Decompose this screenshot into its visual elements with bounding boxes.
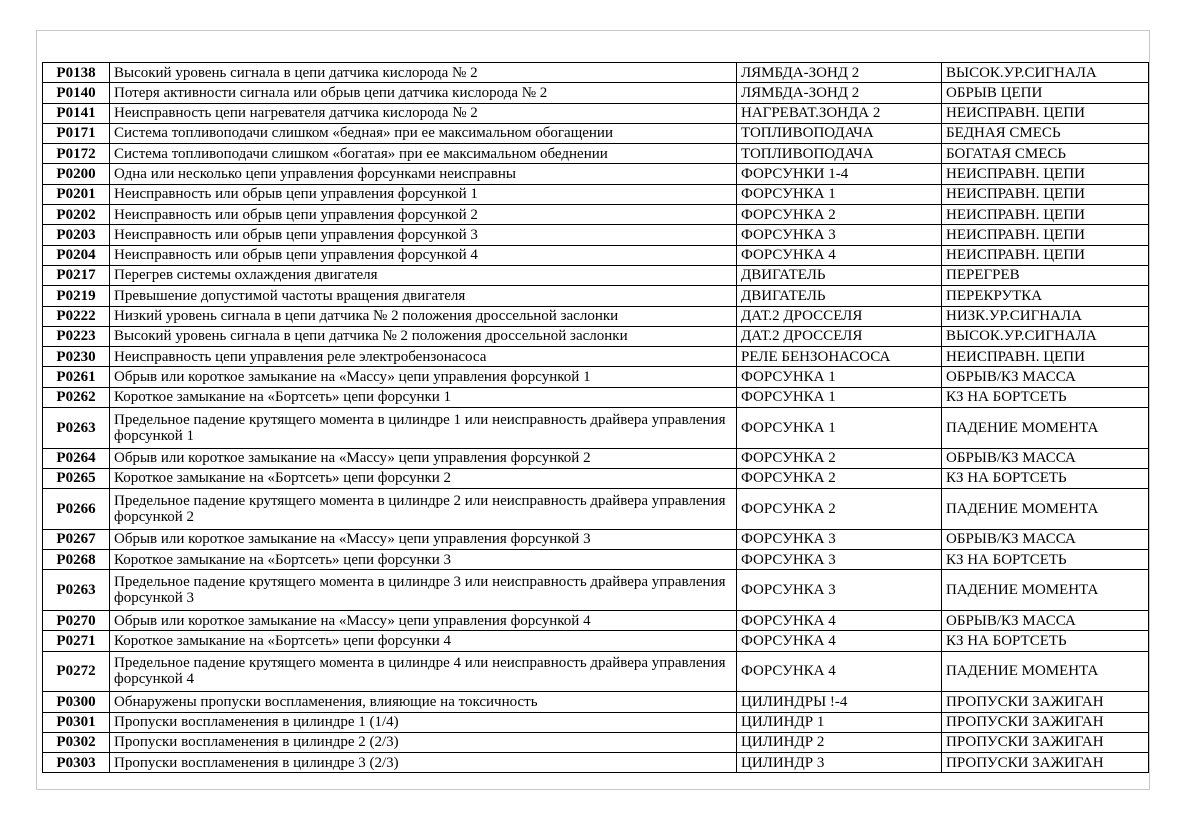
description-cell: Неисправность или обрыв цепи управления форсункой 1 [110,184,737,204]
description-cell: Короткое замыкание на «Бортсеть» цепи форсунки 2 [110,468,737,488]
component-cell: ЦИЛИНДР 1 [737,712,942,732]
description-cell: Неисправность или обрыв цепи управления форсункой 3 [110,225,737,245]
component-cell: РЕЛЕ БЕНЗОНАСОСА [737,347,942,367]
status-cell: НИЗК.УР.СИГНАЛА [942,306,1149,326]
component-cell: НАГРЕВАТ.ЗОНДА 2 [737,103,942,123]
code-cell: P0267 [43,529,110,549]
code-cell: P0219 [43,286,110,306]
component-cell: ТОПЛИВОПОДАЧА [737,123,942,143]
code-cell: P0263 [43,408,110,449]
status-cell: КЗ НА БОРТСЕТЬ [942,387,1149,407]
table-row [43,286,1149,306]
status-cell: ОБРЫВ/КЗ МАССА [942,367,1149,387]
table-row [43,63,1149,83]
code-cell: P0230 [43,347,110,367]
code-cell: P0201 [43,184,110,204]
table-row [43,123,1149,143]
table-row [43,611,1149,631]
table-row [43,570,1149,611]
description-cell: Короткое замыкание на «Бортсеть» цепи форсунки 1 [110,387,737,407]
component-cell: ЛЯМБДА-ЗОНД 2 [737,83,942,103]
code-cell: P0268 [43,550,110,570]
status-cell: НЕИСПРАВН. ЦЕПИ [942,245,1149,265]
component-cell: ФОРСУНКА 4 [737,651,942,692]
table-row [43,306,1149,326]
component-cell: ФОРСУНКА 2 [737,205,942,225]
component-cell: ФОРСУНКА 2 [737,489,942,530]
component-cell: ФОРСУНКА 1 [737,184,942,204]
status-cell: ОБРЫВ/КЗ МАССА [942,529,1149,549]
code-cell: P0261 [43,367,110,387]
status-cell: ОБРЫВ/КЗ МАССА [942,611,1149,631]
status-cell: ПЕРЕКРУТКА [942,286,1149,306]
component-cell: ФОРСУНКА 1 [737,367,942,387]
component-cell: ЛЯМБДА-ЗОНД 2 [737,63,942,83]
table-row [43,448,1149,468]
component-cell: ФОРСУНКА 1 [737,408,942,449]
status-cell: НЕИСПРАВН. ЦЕПИ [942,103,1149,123]
status-cell: ПАДЕНИЕ МОМЕНТА [942,489,1149,530]
component-cell: ФОРСУНКА 3 [737,529,942,549]
table-row [43,529,1149,549]
status-cell: БЕДНАЯ СМЕСЬ [942,123,1149,143]
description-cell: Одна или несколько цепи управления форсунками неисправны [110,164,737,184]
table-row [43,489,1149,530]
status-cell: ОБРЫВ ЦЕПИ [942,83,1149,103]
table-row [43,651,1149,692]
description-cell: Обнаружены пропуски воспламенения, влияющие на токсичность [110,692,737,712]
code-cell: P0217 [43,265,110,285]
status-cell: НЕИСПРАВН. ЦЕПИ [942,225,1149,245]
table-row [43,205,1149,225]
description-cell: Высокий уровень сигнала в цепи датчика № 2 положения дроссельной заслонки [110,326,737,346]
code-cell: P0272 [43,651,110,692]
component-cell: ДВИГАТЕЛЬ [737,286,942,306]
component-cell: ДАТ.2 ДРОССЕЛЯ [737,326,942,346]
component-cell: ФОРСУНКА 1 [737,387,942,407]
description-cell: Предельное падение крутящего момента в цилиндре 3 или неисправность драйвера управления форсункой 3 [110,570,737,611]
code-cell: P0223 [43,326,110,346]
table-row [43,550,1149,570]
description-cell: Пропуски воспламенения в цилиндре 2 (2/3) [110,732,737,752]
code-cell: P0202 [43,205,110,225]
status-cell: НЕИСПРАВН. ЦЕПИ [942,347,1149,367]
description-cell: Пропуски воспламенения в цилиндре 1 (1/4) [110,712,737,732]
component-cell: ФОРСУНКА 4 [737,611,942,631]
code-cell: P0265 [43,468,110,488]
description-cell: Потеря активности сигнала или обрыв цепи датчика кислорода № 2 [110,83,737,103]
component-cell: ФОРСУНКА 2 [737,448,942,468]
code-cell: P0172 [43,144,110,164]
table-row [43,712,1149,732]
description-cell: Предельное падение крутящего момента в цилиндре 4 или неисправность драйвера управления форсункой 4 [110,651,737,692]
status-cell: КЗ НА БОРТСЕТЬ [942,468,1149,488]
description-cell: Система топливоподачи слишком «богатая» при ее максимальном обеднении [110,144,737,164]
component-cell: ФОРСУНКА 2 [737,468,942,488]
status-cell: ВЫСОК.УР.СИГНАЛА [942,326,1149,346]
code-cell: P0302 [43,732,110,752]
component-cell: ДВИГАТЕЛЬ [737,265,942,285]
component-cell: ФОРСУНКА 4 [737,631,942,651]
table-row [43,164,1149,184]
description-cell: Перегрев системы охлаждения двигателя [110,265,737,285]
component-cell: ЦИЛИНДР 2 [737,732,942,752]
status-cell: ПРОПУСКИ ЗАЖИГАН [942,753,1149,773]
table-row [43,468,1149,488]
code-cell: P0140 [43,83,110,103]
code-cell: P0271 [43,631,110,651]
table-row [43,225,1149,245]
description-cell: Обрыв или короткое замыкание на «Массу» цепи управления форсункой 3 [110,529,737,549]
code-cell: P0204 [43,245,110,265]
code-cell: P0262 [43,387,110,407]
status-cell: НЕИСПРАВН. ЦЕПИ [942,184,1149,204]
description-cell: Обрыв или короткое замыкание на «Массу» цепи управления форсункой 4 [110,611,737,631]
fault-code-table-body [43,63,1149,773]
component-cell: ФОРСУНКА 3 [737,550,942,570]
table-row [43,408,1149,449]
status-cell: ПАДЕНИЕ МОМЕНТА [942,408,1149,449]
description-cell: Предельное падение крутящего момента в цилиндре 1 или неисправность драйвера управления форсункой 1 [110,408,737,449]
table-row [43,83,1149,103]
table-row [43,732,1149,752]
code-cell: P0266 [43,489,110,530]
code-cell: P0171 [43,123,110,143]
status-cell: БОГАТАЯ СМЕСЬ [942,144,1149,164]
table-row [43,144,1149,164]
component-cell: ФОРСУНКИ 1-4 [737,164,942,184]
description-cell: Короткое замыкание на «Бортсеть» цепи форсунки 4 [110,631,737,651]
status-cell: НЕИСПРАВН. ЦЕПИ [942,205,1149,225]
component-cell: ЦИЛИНДР 3 [737,753,942,773]
component-cell: ЦИЛИНДРЫ !-4 [737,692,942,712]
table-row [43,184,1149,204]
description-cell: Обрыв или короткое замыкание на «Массу» цепи управления форсункой 2 [110,448,737,468]
code-cell: P0203 [43,225,110,245]
code-cell: P0200 [43,164,110,184]
table-row [43,103,1149,123]
code-cell: P0301 [43,712,110,732]
component-cell: ДАТ.2 ДРОССЕЛЯ [737,306,942,326]
status-cell: КЗ НА БОРТСЕТЬ [942,631,1149,651]
table-row [43,265,1149,285]
table-row [43,692,1149,712]
description-cell: Неисправность цепи управления реле электробензонасоса [110,347,737,367]
fault-code-table [42,62,1149,773]
status-cell: ПАДЕНИЕ МОМЕНТА [942,651,1149,692]
status-cell: ПАДЕНИЕ МОМЕНТА [942,570,1149,611]
component-cell: ТОПЛИВОПОДАЧА [737,144,942,164]
code-cell: P0300 [43,692,110,712]
code-cell: P0270 [43,611,110,631]
description-cell: Пропуски воспламенения в цилиндре 3 (2/3) [110,753,737,773]
description-cell: Низкий уровень сигнала в цепи датчика № 2 положения дроссельной заслонки [110,306,737,326]
description-cell: Неисправность или обрыв цепи управления форсункой 4 [110,245,737,265]
table-row [43,245,1149,265]
description-cell: Высокий уровень сигнала в цепи датчика кислорода № 2 [110,63,737,83]
code-cell: P0141 [43,103,110,123]
status-cell: НЕИСПРАВН. ЦЕПИ [942,164,1149,184]
status-cell: ПРОПУСКИ ЗАЖИГАН [942,692,1149,712]
description-cell: Предельное падение крутящего момента в цилиндре 2 или неисправность драйвера управления форсункой 2 [110,489,737,530]
description-cell: Обрыв или короткое замыкание на «Массу» цепи управления форсункой 1 [110,367,737,387]
component-cell: ФОРСУНКА 4 [737,245,942,265]
description-cell: Короткое замыкание на «Бортсеть» цепи форсунки 3 [110,550,737,570]
status-cell: ПРОПУСКИ ЗАЖИГАН [942,732,1149,752]
status-cell: ВЫСОК.УР.СИГНАЛА [942,63,1149,83]
table-row [43,631,1149,651]
table-row [43,387,1149,407]
code-cell: P0138 [43,63,110,83]
table-row [43,347,1149,367]
table-row [43,753,1149,773]
component-cell: ФОРСУНКА 3 [737,570,942,611]
component-cell: ФОРСУНКА 3 [737,225,942,245]
description-cell: Система топливоподачи слишком «бедная» при ее максимальном обогащении [110,123,737,143]
status-cell: КЗ НА БОРТСЕТЬ [942,550,1149,570]
code-cell: P0303 [43,753,110,773]
table-row [43,367,1149,387]
description-cell: Неисправность цепи нагревателя датчика кислорода № 2 [110,103,737,123]
status-cell: ОБРЫВ/КЗ МАССА [942,448,1149,468]
description-cell: Превышение допустимой частоты вращения двигателя [110,286,737,306]
code-cell: P0222 [43,306,110,326]
status-cell: ПЕРЕГРЕВ [942,265,1149,285]
code-cell: P0263 [43,570,110,611]
status-cell: ПРОПУСКИ ЗАЖИГАН [942,712,1149,732]
description-cell: Неисправность или обрыв цепи управления форсункой 2 [110,205,737,225]
table-row [43,326,1149,346]
code-cell: P0264 [43,448,110,468]
